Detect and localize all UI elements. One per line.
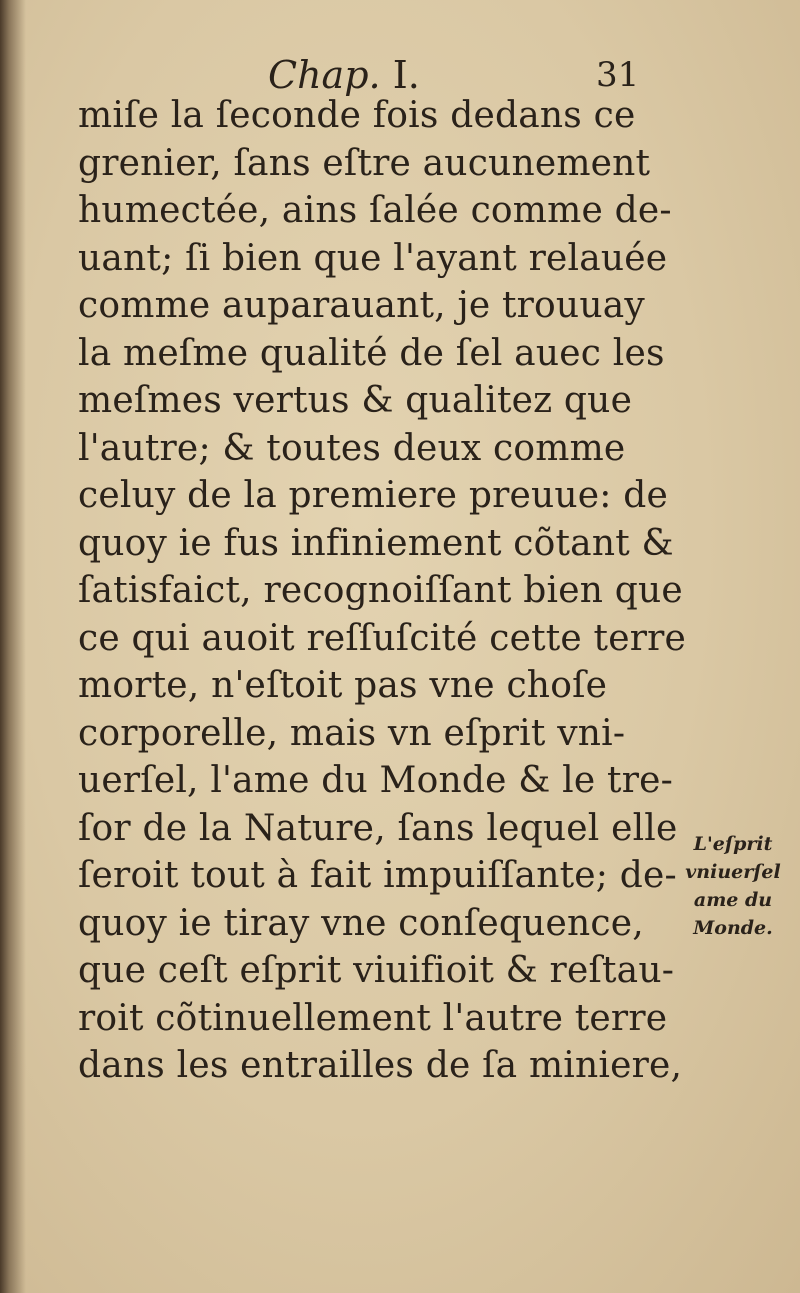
text-line: quoy ie tiray vne conſequence, [78,902,644,944]
marginal-note-line: vniuerſel [685,861,781,883]
body-text [78,92,687,1090]
marginal-note-line: ame du [693,889,773,911]
page-number: 31 [596,55,640,95]
chapter-label: Chap. [268,53,381,97]
text-line: corporelle, mais vn eſprit vni- [78,712,626,754]
text-line: ſeroit tout à fait impuiſſante; de- [78,855,677,896]
text-line: dans les entrailles de ſa miniere, [78,1045,683,1086]
text-line: comme auparauant, je trouuay [78,285,645,326]
text-line: miſe la ſeconde fois dedans ce [78,95,636,136]
text-line: celuy de la premiere preuue: de [78,475,668,516]
text-line: ſatisfaict, recognoiſſant bien que [78,570,683,611]
text-line: que ceſt eſprit viuifioit & reſtau- [78,950,675,991]
text-line: humectée, ains ſalée comme de- [78,190,672,231]
text-line: la meſme qualité de ſel auec les [78,332,665,374]
text-line: uerſel, l'ame du Monde & le tre- [78,760,673,801]
text-line: l'autre; & toutes deux comme [78,427,626,469]
text-line: ſor de la Nature, ſans lequel elle [78,807,678,849]
text-line: quoy ie fus infiniement cõtant & [78,522,674,564]
text-line: roit cõtinuellement l'autre terre [78,997,668,1039]
marginal-note-line: L'eſprit [693,833,773,855]
marginal-note [678,830,788,942]
chapter-number: I. [392,53,420,97]
text-line: ce qui auoit reſſuſcité cette terre [78,617,687,659]
text-line: uant; ſi bien que l'ayant relauée [78,237,668,279]
text-line: meſmes vertus & qualitez que [78,380,633,421]
text-line: grenier, ſans eſtre aucunement [78,142,651,184]
marginal-note-line: Monde. [693,917,773,939]
gutter-shadow [0,0,26,1293]
text-line: morte, n'eſtoit pas vne choſe [78,665,608,706]
